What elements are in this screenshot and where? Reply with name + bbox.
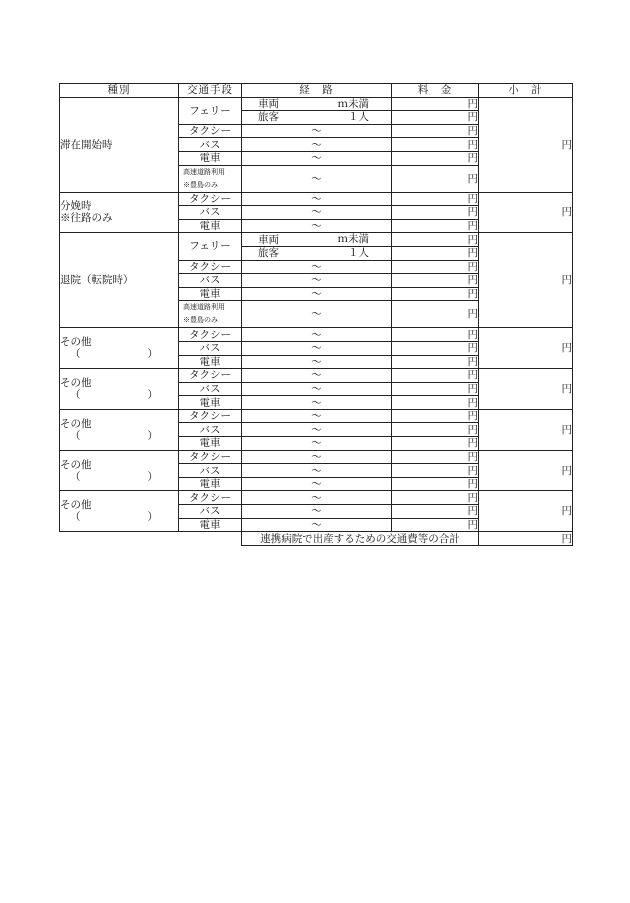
mode-train: 電車	[179, 396, 242, 410]
header-fee: 料 金	[392, 84, 479, 98]
vehicle-label: 車両	[258, 97, 279, 110]
other-label: その他	[60, 458, 92, 471]
mode-bus: バス	[179, 423, 242, 437]
mode-taxi: タクシー	[179, 192, 242, 206]
section-other[interactable]	[60, 328, 179, 369]
fee-field[interactable]: 円	[392, 505, 479, 519]
fee-field[interactable]: 円	[392, 409, 479, 423]
route-field[interactable]: ～	[242, 124, 392, 138]
vehicle-note: ｍ未満	[337, 233, 369, 246]
fee-field[interactable]: 円	[392, 423, 479, 437]
other-detail-field[interactable]: （ ）	[70, 429, 158, 442]
mode-bus: バス	[179, 138, 242, 152]
passenger-note: １人	[348, 246, 369, 259]
total-field[interactable]: 円	[479, 532, 573, 546]
route-field[interactable]: ～	[242, 396, 392, 410]
route-field[interactable]: ～	[242, 382, 392, 396]
route-field[interactable]: ～	[242, 355, 392, 369]
mode-train: 電車	[179, 518, 242, 532]
section-other[interactable]	[60, 491, 179, 532]
route-field[interactable]: ～	[242, 301, 392, 328]
fee-field[interactable]: 円	[392, 219, 479, 233]
vehicle-label: 車両	[258, 233, 279, 246]
mode-train: 電車	[179, 287, 242, 301]
fee-field[interactable]: 円	[392, 138, 479, 152]
fee-field[interactable]: 円	[392, 111, 479, 125]
total-label: 連携病院で出産するための交通費等の合計	[242, 532, 479, 546]
mode-taxi: タクシー	[179, 260, 242, 274]
section-stay-start: 滞在開始時	[60, 97, 179, 192]
route-vehicle[interactable]	[242, 97, 392, 111]
vehicle-note: ｍ未満	[337, 97, 369, 110]
mode-ferry: フェリー	[179, 97, 242, 124]
highway-note: ※豊島のみ	[183, 316, 218, 325]
other-label: その他	[60, 336, 92, 349]
route-field[interactable]: ～	[242, 450, 392, 464]
header-subtotal: 小 計	[479, 84, 573, 98]
other-label: その他	[60, 376, 92, 389]
mode-train: 電車	[179, 477, 242, 491]
mode-taxi: タクシー	[179, 124, 242, 138]
table-row	[60, 491, 573, 505]
subtotal-field[interactable]: 円	[479, 97, 573, 192]
other-detail-field[interactable]: （ ）	[70, 348, 158, 361]
mode-bus: バス	[179, 274, 242, 288]
total-row	[60, 532, 573, 546]
header-route: 経 路	[242, 84, 392, 98]
fee-field[interactable]: 円	[392, 477, 479, 491]
mode-train: 電車	[179, 355, 242, 369]
fee-field[interactable]: 円	[392, 518, 479, 532]
route-field[interactable]: ～	[242, 423, 392, 437]
route-field[interactable]: ～	[242, 219, 392, 233]
mode-train: 電車	[179, 437, 242, 451]
fee-field[interactable]: 円	[392, 192, 479, 206]
table-row	[60, 97, 573, 111]
mode-bus: バス	[179, 382, 242, 396]
subtotal-field[interactable]: 円	[479, 369, 573, 410]
subtotal-field[interactable]: 円	[479, 409, 573, 450]
section-other[interactable]	[60, 409, 179, 450]
section-delivery	[60, 192, 179, 233]
subtotal-field[interactable]: 円	[479, 491, 573, 532]
route-field[interactable]: ～	[242, 287, 392, 301]
subtotal-field[interactable]: 円	[479, 328, 573, 369]
fee-field[interactable]: 円	[392, 491, 479, 505]
mode-highway	[179, 301, 242, 328]
section-other[interactable]	[60, 450, 179, 491]
route-field[interactable]: ～	[242, 206, 392, 220]
passenger-note: １人	[348, 111, 369, 124]
route-field[interactable]: ～	[242, 491, 392, 505]
route-field[interactable]: ～	[242, 437, 392, 451]
mode-bus: バス	[179, 206, 242, 220]
route-field[interactable]: ～	[242, 464, 392, 478]
transport-cost-table	[59, 83, 573, 546]
route-field[interactable]: ～	[242, 274, 392, 288]
delivery-note: ※往路のみ	[60, 212, 113, 225]
fee-field[interactable]: 円	[392, 165, 479, 192]
mode-ferry: フェリー	[179, 233, 242, 260]
route-field[interactable]: ～	[242, 260, 392, 274]
section-other[interactable]	[60, 369, 179, 410]
route-field[interactable]: ～	[242, 518, 392, 532]
header-row	[60, 84, 573, 98]
highway-label: 高速道路利用	[183, 167, 225, 176]
fee-field[interactable]: 円	[392, 355, 479, 369]
mode-bus: バス	[179, 464, 242, 478]
fee-field[interactable]: 円	[392, 450, 479, 464]
other-detail-field[interactable]: （ ）	[70, 388, 158, 401]
route-vehicle[interactable]	[242, 233, 392, 247]
mode-taxi: タクシー	[179, 328, 242, 342]
table-row	[60, 450, 573, 464]
route-field[interactable]: ～	[242, 341, 392, 355]
fee-field[interactable]: 円	[392, 246, 479, 260]
passenger-label: 旅客	[258, 111, 279, 124]
fee-field[interactable]: 円	[392, 274, 479, 288]
fee-field[interactable]: 円	[392, 206, 479, 220]
fee-field[interactable]: 円	[392, 369, 479, 383]
subtotal-field[interactable]: 円	[479, 192, 573, 233]
mode-taxi: タクシー	[179, 409, 242, 423]
fee-field[interactable]: 円	[392, 151, 479, 165]
other-detail-field[interactable]: （ ）	[70, 470, 158, 483]
fee-field[interactable]: 円	[392, 437, 479, 451]
other-label: その他	[60, 499, 92, 512]
fee-field[interactable]: 円	[392, 124, 479, 138]
mode-train: 電車	[179, 219, 242, 233]
fee-field[interactable]: 円	[392, 233, 479, 247]
route-field[interactable]: ～	[242, 165, 392, 192]
mode-highway	[179, 165, 242, 192]
table-row	[60, 409, 573, 423]
header-mode: 交通手段	[179, 84, 242, 98]
fee-field[interactable]: 円	[392, 396, 479, 410]
table-row	[60, 328, 573, 342]
table-row	[60, 233, 573, 247]
fee-field[interactable]: 円	[392, 97, 479, 111]
delivery-label: 分娩時	[60, 200, 92, 213]
table-row	[60, 192, 573, 206]
fee-field[interactable]: 円	[392, 287, 479, 301]
mode-bus: バス	[179, 505, 242, 519]
subtotal-field[interactable]: 円	[479, 233, 573, 328]
route-field[interactable]: ～	[242, 138, 392, 152]
route-passenger[interactable]	[242, 246, 392, 260]
fee-field[interactable]: 円	[392, 328, 479, 342]
section-discharge: 退院（転院時）	[60, 233, 179, 328]
other-label: その他	[60, 417, 92, 430]
route-passenger[interactable]	[242, 111, 392, 125]
highway-label: 高速道路利用	[183, 303, 225, 312]
route-field[interactable]: ～	[242, 328, 392, 342]
passenger-label: 旅客	[258, 247, 279, 260]
header-category: 種別	[60, 84, 179, 98]
fee-field[interactable]: 円	[392, 260, 479, 274]
route-field[interactable]: ～	[242, 477, 392, 491]
route-field[interactable]: ～	[242, 369, 392, 383]
highway-note: ※豊島のみ	[183, 180, 218, 189]
mode-bus: バス	[179, 341, 242, 355]
other-detail-field[interactable]: （ ）	[70, 511, 158, 524]
mode-taxi: タクシー	[179, 369, 242, 383]
fee-field[interactable]: 円	[392, 341, 479, 355]
route-field[interactable]: ～	[242, 151, 392, 165]
fee-field[interactable]: 円	[392, 464, 479, 478]
table-row	[60, 369, 573, 383]
fee-field[interactable]: 円	[392, 382, 479, 396]
route-field[interactable]: ～	[242, 505, 392, 519]
mode-taxi: タクシー	[179, 450, 242, 464]
mode-taxi: タクシー	[179, 491, 242, 505]
mode-train: 電車	[179, 151, 242, 165]
fee-field[interactable]: 円	[392, 301, 479, 328]
subtotal-field[interactable]: 円	[479, 450, 573, 491]
route-field[interactable]: ～	[242, 192, 392, 206]
route-field[interactable]: ～	[242, 409, 392, 423]
blank-cell	[60, 532, 242, 546]
